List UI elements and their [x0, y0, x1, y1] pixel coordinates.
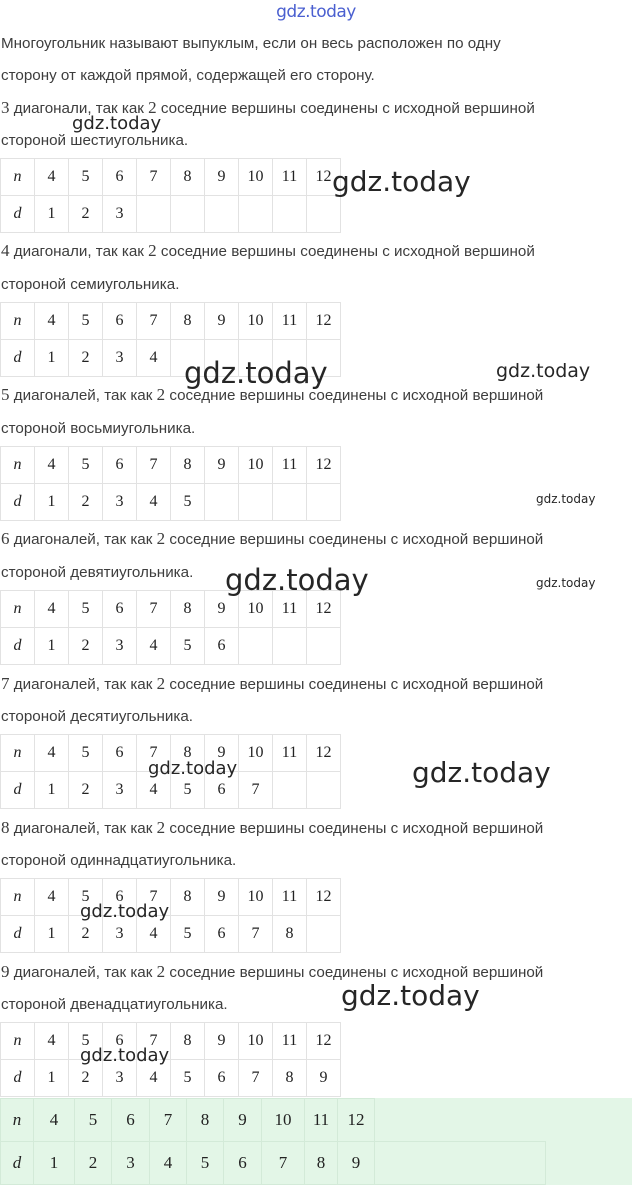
- neighbor-count: 2: [156, 962, 166, 981]
- final-row-header-n: n: [1, 1099, 34, 1142]
- table-cell-d: 2: [69, 772, 103, 809]
- final-table-row-n: [1, 1099, 632, 1142]
- table-cell-empty: [307, 772, 341, 809]
- row-header-d: d: [1, 916, 35, 953]
- diagonal-table: [0, 446, 341, 521]
- table-cell-d: 5: [171, 628, 205, 665]
- table-cell-n: 4: [35, 591, 69, 628]
- table-cell-n: 4: [35, 879, 69, 916]
- final-table: [0, 1098, 632, 1185]
- table-cell-empty: [273, 484, 307, 521]
- final-cell-d: 6: [224, 1142, 262, 1185]
- table-cell-d: 3: [103, 340, 137, 377]
- table-cell-d: 2: [69, 916, 103, 953]
- watermark: gdz.today: [341, 979, 480, 1012]
- final-row-header-d: d: [1, 1142, 34, 1185]
- row-header-d: d: [1, 772, 35, 809]
- table-cell-n: 7: [137, 303, 171, 340]
- table-cell-d: 5: [171, 772, 205, 809]
- reason-word: диагоналей, так как: [9, 964, 157, 981]
- row-header-n: n: [1, 591, 35, 628]
- table-cell-d: 7: [239, 916, 273, 953]
- reason-text: соседние вершины соединены с исходной вершиной: [156, 243, 535, 260]
- table-cell-d: 5: [171, 1060, 205, 1097]
- table-cell-d: 2: [69, 340, 103, 377]
- table-cell-n: 6: [103, 447, 137, 484]
- table-cell-d: 3: [103, 484, 137, 521]
- table-cell-n: 11: [273, 879, 307, 916]
- table-cell-n: 10: [239, 303, 273, 340]
- final-fill: [546, 1142, 632, 1185]
- table-cell-n: 11: [273, 447, 307, 484]
- table-cell-d: 1: [35, 1060, 69, 1097]
- diagonal-count: 6: [1, 529, 10, 548]
- table-cell-empty: [307, 916, 341, 953]
- table-row-d: [1, 628, 341, 665]
- table-cell-n: 9: [205, 303, 239, 340]
- table-cell-d: 1: [35, 772, 69, 809]
- final-cell-d: 7: [262, 1142, 305, 1185]
- table-cell-n: 12: [307, 1023, 341, 1060]
- table-cell-n: 10: [239, 1023, 273, 1060]
- table-cell-n: 4: [35, 735, 69, 772]
- table-cell-n: 11: [273, 735, 307, 772]
- table-cell-empty: [307, 196, 341, 233]
- reason-word: диагоналей, так как: [9, 531, 157, 548]
- table-cell-n: 9: [205, 735, 239, 772]
- neighbor-count: 2: [148, 241, 157, 260]
- table-cell-n: 12: [307, 879, 341, 916]
- table-cell-n: 5: [69, 879, 103, 916]
- table-cell-n: 8: [171, 447, 205, 484]
- final-table-row-d: [1, 1142, 632, 1185]
- table-cell-d: 2: [69, 628, 103, 665]
- table-cell-n: 8: [171, 591, 205, 628]
- final-cell-n: 7: [150, 1099, 187, 1142]
- table-cell-d: 3: [103, 772, 137, 809]
- table-cell-n: 9: [205, 447, 239, 484]
- polygon-line: стороной семиугольника.: [1, 276, 180, 293]
- row-header-d: d: [1, 196, 35, 233]
- table-cell-d: 9: [307, 1060, 341, 1097]
- table-row-n: [1, 447, 341, 484]
- final-cell-n: 10: [262, 1099, 305, 1142]
- table-cell-d: 1: [35, 484, 69, 521]
- reason-text: соседние вершины соединены с исходной вершиной: [165, 387, 544, 404]
- table-cell-n: 7: [137, 735, 171, 772]
- table-cell-d: 8: [273, 916, 307, 953]
- table-cell-d: 6: [205, 916, 239, 953]
- reason-text: соседние вершины соединены с исходной вершиной: [165, 676, 544, 693]
- table-cell-d: 1: [35, 340, 69, 377]
- table-cell-n: 8: [171, 303, 205, 340]
- table-cell-n: 10: [239, 735, 273, 772]
- watermark: gdz.today: [536, 576, 596, 590]
- row-header-n: n: [1, 159, 35, 196]
- final-cell-n: 11: [305, 1099, 338, 1142]
- table-cell-d: 1: [35, 916, 69, 953]
- watermark: gdz.today: [412, 756, 551, 789]
- table-cell-d: 7: [239, 1060, 273, 1097]
- table-cell-n: 7: [137, 447, 171, 484]
- table-cell-n: 12: [307, 159, 341, 196]
- reason-line: [1, 817, 543, 840]
- diagonal-count: 7: [1, 674, 10, 693]
- final-cell-d: 8: [305, 1142, 338, 1185]
- header-watermark: gdz.today: [276, 2, 356, 22]
- polygon-line: стороной девятиугольника.: [1, 564, 194, 581]
- table-cell-empty: [307, 484, 341, 521]
- table-cell-n: 7: [137, 159, 171, 196]
- final-cell-empty: [375, 1142, 546, 1185]
- polygon-line: стороной восьмиугольника.: [1, 420, 196, 437]
- watermark: gdz.today: [225, 563, 369, 597]
- table-cell-d: 4: [137, 484, 171, 521]
- table-cell-n: 6: [103, 591, 137, 628]
- final-cell-n: 5: [75, 1099, 112, 1142]
- final-cell-d: 9: [338, 1142, 375, 1185]
- reason-text: соседние вершины соединены с исходной вершиной: [156, 100, 535, 117]
- table-cell-n: 10: [239, 591, 273, 628]
- table-cell-empty: [239, 196, 273, 233]
- table-cell-d: 4: [137, 1060, 171, 1097]
- table-row-n: [1, 159, 341, 196]
- neighbor-count: 2: [156, 818, 166, 837]
- row-header-n: n: [1, 879, 35, 916]
- table-cell-n: 12: [307, 591, 341, 628]
- table-cell-n: 4: [35, 159, 69, 196]
- table-cell-d: 6: [205, 1060, 239, 1097]
- neighbor-count: 2: [156, 529, 166, 548]
- final-cell-d: 3: [112, 1142, 150, 1185]
- table-cell-n: 6: [103, 879, 137, 916]
- table-cell-n: 4: [35, 303, 69, 340]
- table-cell-n: 10: [239, 159, 273, 196]
- table-cell-n: 5: [69, 303, 103, 340]
- neighbor-count: 2: [148, 98, 157, 117]
- watermark: gdz.today: [184, 356, 328, 390]
- table-row-d: [1, 196, 341, 233]
- table-cell-n: 12: [307, 447, 341, 484]
- table-cell-empty: [205, 196, 239, 233]
- polygon-line: стороной одиннадцатиугольника.: [1, 852, 237, 869]
- row-header-d: d: [1, 484, 35, 521]
- table-cell-n: 6: [103, 735, 137, 772]
- table-cell-empty: [239, 628, 273, 665]
- polygon-line: стороной шестиугольника.: [1, 132, 189, 149]
- table-cell-n: 11: [273, 303, 307, 340]
- table-cell-n: 9: [205, 591, 239, 628]
- reason-word: диагонали, так как: [9, 100, 149, 117]
- table-cell-n: 8: [171, 159, 205, 196]
- diagonal-table: [0, 878, 341, 953]
- table-row-n: [1, 1023, 341, 1060]
- reason-word: диагоналей, так как: [9, 676, 157, 693]
- table-cell-n: 10: [239, 447, 273, 484]
- table-cell-n: 10: [239, 879, 273, 916]
- definition-line-2: сторону от каждой прямой, содержащей его сторону.: [1, 67, 375, 84]
- reason-word: диагоналей, так как: [9, 820, 157, 837]
- final-fill: [375, 1099, 546, 1142]
- table-cell-n: 9: [205, 879, 239, 916]
- watermark: gdz.today: [72, 113, 162, 134]
- table-cell-n: 7: [137, 591, 171, 628]
- table-cell-n: 4: [35, 447, 69, 484]
- table-cell-d: 3: [103, 628, 137, 665]
- table-cell-empty: [273, 772, 307, 809]
- final-cell-n: 12: [338, 1099, 375, 1142]
- table-cell-n: 11: [273, 1023, 307, 1060]
- table-cell-n: 6: [103, 303, 137, 340]
- table-cell-d: 5: [171, 484, 205, 521]
- row-header-d: d: [1, 340, 35, 377]
- row-header-n: n: [1, 447, 35, 484]
- final-cell-d: 5: [187, 1142, 224, 1185]
- table-cell-d: 1: [35, 628, 69, 665]
- diagonal-table: [0, 1022, 341, 1097]
- table-row-n: [1, 303, 341, 340]
- row-header-d: d: [1, 628, 35, 665]
- table-row-d: [1, 916, 341, 953]
- reason-line: [1, 673, 543, 696]
- row-header-d: d: [1, 1060, 35, 1097]
- table-row-d: [1, 1060, 341, 1097]
- reason-text: соседние вершины соединены с исходной вершиной: [165, 820, 544, 837]
- table-cell-n: 11: [273, 591, 307, 628]
- watermark: gdz.today: [80, 1045, 170, 1066]
- final-cell-n: 6: [112, 1099, 150, 1142]
- reason-text: соседние вершины соединены с исходной вершиной: [165, 531, 544, 548]
- table-cell-n: 7: [137, 1023, 171, 1060]
- reason-line: [1, 528, 543, 551]
- table-cell-n: 6: [103, 159, 137, 196]
- final-cell-n: 8: [187, 1099, 224, 1142]
- table-cell-d: 3: [103, 196, 137, 233]
- row-header-n: n: [1, 735, 35, 772]
- polygon-line: стороной двенадцатиугольника.: [1, 996, 228, 1013]
- table-cell-d: 2: [69, 196, 103, 233]
- table-cell-n: 5: [69, 159, 103, 196]
- reason-text: соседние вершины соединены с исходной вершиной: [165, 964, 544, 981]
- polygon-line: стороной десятиугольника.: [1, 708, 194, 725]
- diagonal-count: 8: [1, 818, 10, 837]
- table-cell-n: 4: [35, 1023, 69, 1060]
- final-cell-n: 4: [34, 1099, 75, 1142]
- diagonal-count: 4: [1, 241, 10, 260]
- table-cell-n: 5: [69, 735, 103, 772]
- diagonal-count: 5: [1, 385, 10, 404]
- table-cell-empty: [171, 196, 205, 233]
- table-cell-d: 4: [137, 772, 171, 809]
- table-cell-n: 7: [137, 879, 171, 916]
- table-cell-n: 11: [273, 159, 307, 196]
- table-cell-n: 8: [171, 735, 205, 772]
- final-cell-d: 2: [75, 1142, 112, 1185]
- diagonal-count: 3: [1, 98, 10, 117]
- table-cell-empty: [307, 628, 341, 665]
- table-cell-d: 2: [69, 1060, 103, 1097]
- table-cell-n: 12: [307, 303, 341, 340]
- table-cell-n: 8: [171, 1023, 205, 1060]
- table-cell-d: 1: [35, 196, 69, 233]
- table-cell-d: 4: [137, 916, 171, 953]
- table-cell-d: 3: [103, 916, 137, 953]
- table-cell-n: 8: [171, 879, 205, 916]
- neighbor-count: 2: [156, 385, 166, 404]
- definition-line-1: Многоугольник называют выпуклым, если он весь расположен по одну: [1, 35, 501, 52]
- final-cell-n: 9: [224, 1099, 262, 1142]
- watermark: gdz.today: [80, 901, 170, 922]
- row-header-n: n: [1, 303, 35, 340]
- table-cell-d: 6: [205, 628, 239, 665]
- final-cell-d: 4: [150, 1142, 187, 1185]
- table-cell-n: 5: [69, 447, 103, 484]
- watermark: gdz.today: [536, 492, 596, 506]
- table-row-d: [1, 484, 341, 521]
- table-cell-d: 3: [103, 1060, 137, 1097]
- reason-word: диагоналей, так как: [9, 387, 157, 404]
- table-cell-empty: [239, 484, 273, 521]
- table-cell-d: 7: [239, 772, 273, 809]
- table-cell-n: 6: [103, 1023, 137, 1060]
- table-cell-d: 5: [171, 916, 205, 953]
- table-cell-empty: [273, 628, 307, 665]
- diagonal-table: [0, 158, 341, 233]
- watermark: gdz.today: [496, 360, 591, 382]
- diagonal-table: [0, 590, 341, 665]
- table-cell-empty: [137, 196, 171, 233]
- final-cell-d: 1: [34, 1142, 75, 1185]
- table-row-n: [1, 879, 341, 916]
- table-cell-d: 6: [205, 772, 239, 809]
- table-cell-n: 5: [69, 591, 103, 628]
- diagonal-count: 9: [1, 962, 10, 981]
- table-cell-n: 9: [205, 1023, 239, 1060]
- table-cell-d: 8: [273, 1060, 307, 1097]
- reason-line: [1, 240, 535, 263]
- row-header-n: n: [1, 1023, 35, 1060]
- neighbor-count: 2: [156, 674, 166, 693]
- table-cell-empty: [205, 484, 239, 521]
- table-cell-n: 9: [205, 159, 239, 196]
- table-cell-n: 5: [69, 1023, 103, 1060]
- table-cell-n: 12: [307, 735, 341, 772]
- table-cell-d: 4: [137, 628, 171, 665]
- reason-word: диагонали, так как: [9, 243, 149, 260]
- watermark: gdz.today: [332, 165, 471, 198]
- watermark: gdz.today: [148, 758, 238, 779]
- table-cell-empty: [273, 196, 307, 233]
- table-cell-d: 2: [69, 484, 103, 521]
- table-cell-d: 4: [137, 340, 171, 377]
